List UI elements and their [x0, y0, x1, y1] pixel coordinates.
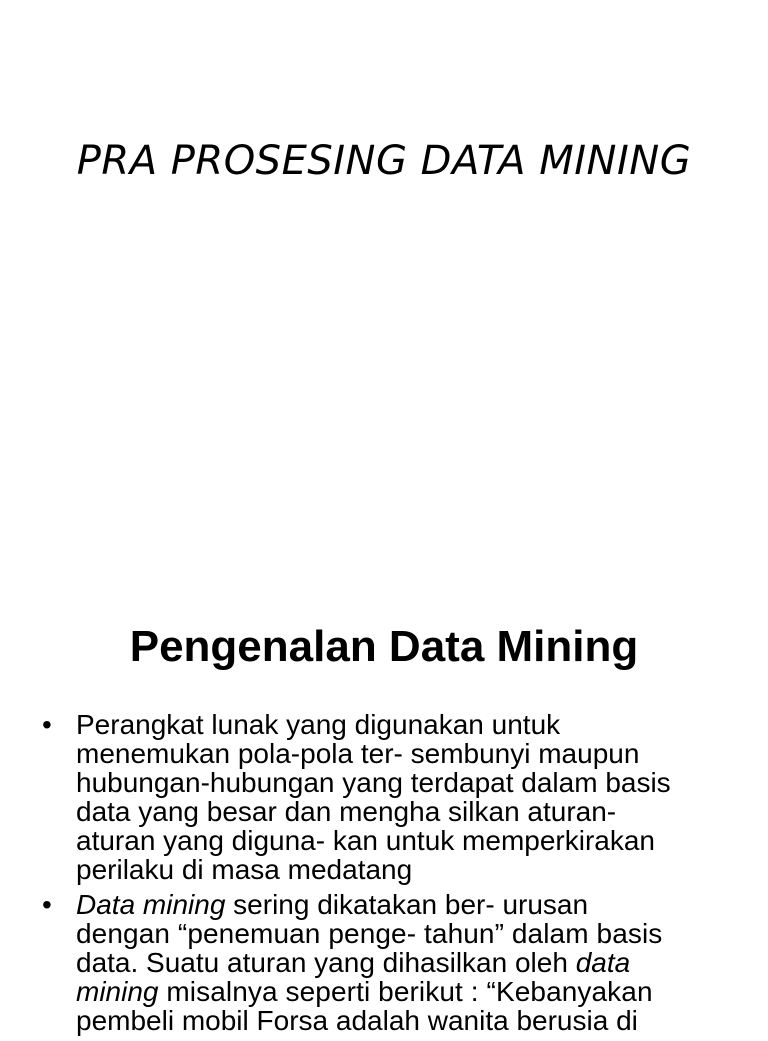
bullet-line: [76, 948, 732, 977]
bullet-item: [42, 890, 732, 1035]
bullet-line: aturan yang diguna- kan untuk memperkirakan: [76, 825, 656, 856]
bullet-line: dengan “penemuan penge- tahun” dalam basis: [76, 918, 663, 949]
term-data: data: [575, 947, 631, 978]
bullet-list: [42, 710, 732, 1041]
bullet-line: menemukan pola-pola ter- sembunyi maupun: [76, 738, 640, 769]
slide-introduction: [0, 590, 768, 1036]
term-mining: mining: [76, 976, 159, 1007]
bullet-line: [76, 890, 732, 919]
bullet-line: pembeli mobil Forsa adalah wanita berusia di: [76, 1005, 638, 1036]
bullet-dot-icon: •: [42, 709, 52, 740]
bullet-line: [76, 977, 732, 1006]
bullet-dot-icon: •: [42, 889, 52, 920]
presentation-title: PRA PROSESING DATA MINING: [76, 138, 692, 184]
term-data-mining: Data mining: [76, 889, 226, 920]
bullet-item: [42, 710, 732, 884]
bullet-line: data yang besar dan mengha silkan aturan-: [76, 796, 617, 827]
bullet-text: data. Suatu aturan yang dihasilkan oleh: [76, 947, 576, 978]
bullet-text: sering dikatakan ber- urusan: [225, 889, 589, 920]
bullet-line: Perangkat lunak yang digunakan untuk: [76, 709, 561, 740]
bullet-line: hubungan-hubungan yang terdapat dalam basis: [76, 767, 671, 798]
bullet-text: misalnya seperti berikut : “Kebanyakan: [158, 976, 653, 1007]
slide-heading: Pengenalan Data Mining: [129, 622, 639, 671]
bullet-line: perilaku di masa medatang: [76, 854, 413, 885]
